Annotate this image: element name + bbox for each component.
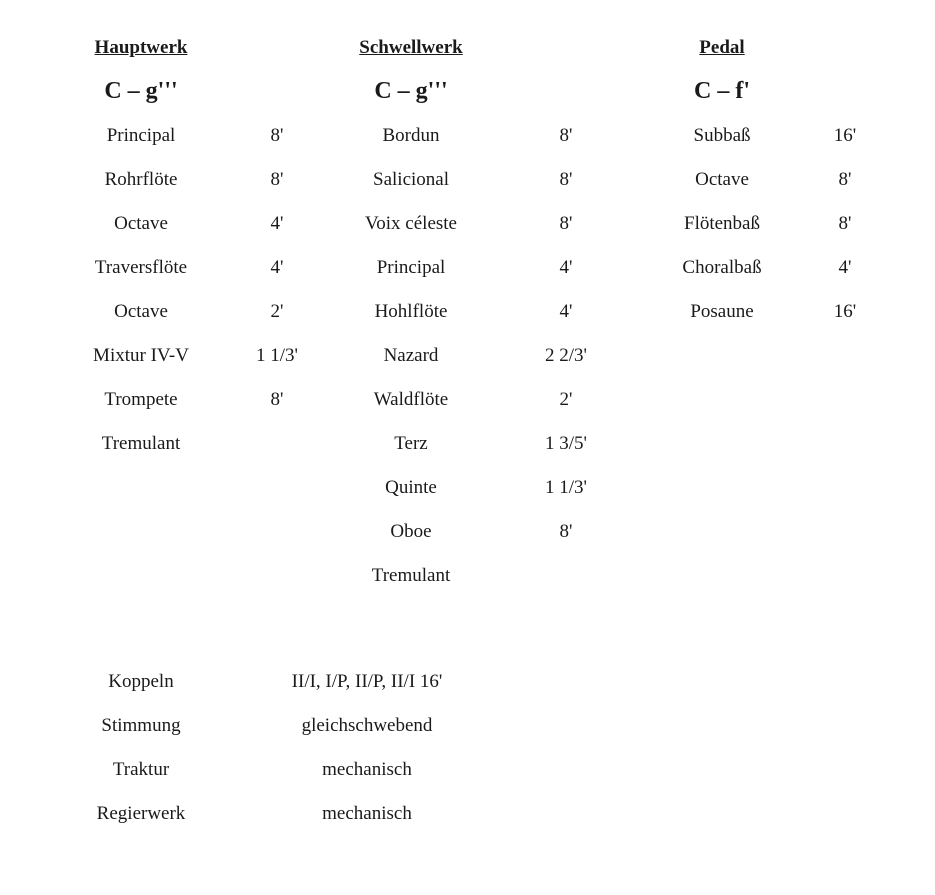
pedal-stop-size: 8' bbox=[838, 213, 852, 234]
hauptwerk-stop-size: 4' bbox=[270, 257, 284, 278]
pedal-stop-size: 16' bbox=[833, 125, 857, 146]
pedal-range: C – f' bbox=[694, 78, 750, 104]
schwellwerk-stop-size: 1 1/3' bbox=[545, 477, 587, 498]
detail-value: mechanisch bbox=[322, 759, 412, 780]
schwellwerk-stop-name: Nazard bbox=[383, 345, 439, 366]
schwellwerk-stop-name: Waldflöte bbox=[373, 389, 449, 410]
hauptwerk-stop-size: 2' bbox=[270, 301, 284, 322]
pedal-stop-name: Flötenbaß bbox=[684, 213, 760, 234]
detail-label: Regierwerk bbox=[96, 803, 186, 824]
hauptwerk-stop-name: Trompete bbox=[104, 389, 178, 410]
pedal-stop-size: 8' bbox=[838, 169, 852, 190]
schwellwerk-stop-name: Oboe bbox=[390, 521, 432, 542]
pedal-stop-name: Octave bbox=[695, 169, 749, 190]
hauptwerk-stop-name: Tremulant bbox=[101, 433, 181, 454]
detail-label: Traktur bbox=[112, 759, 170, 780]
hauptwerk-title: Hauptwerk bbox=[94, 37, 188, 58]
schwellwerk-stop-size: 1 3/5' bbox=[545, 433, 587, 454]
schwellwerk-stop-size: 8' bbox=[559, 213, 573, 234]
schwellwerk-stop-size: 8' bbox=[559, 521, 573, 542]
schwellwerk-stop-name: Voix céleste bbox=[365, 213, 457, 234]
hauptwerk-stop-name: Mixtur IV-V bbox=[93, 345, 189, 366]
schwellwerk-stop-name: Salicional bbox=[373, 169, 449, 190]
schwellwerk-stop-name: Principal bbox=[376, 257, 446, 278]
hauptwerk-range: C – g''' bbox=[104, 78, 178, 104]
schwellwerk-stop-size: 8' bbox=[559, 169, 573, 190]
hauptwerk-stop-name: Traversflöte bbox=[94, 257, 188, 278]
detail-value: mechanisch bbox=[322, 803, 412, 824]
schwellwerk-stop-size: 2' bbox=[559, 389, 573, 410]
schwellwerk-stop-name: Quinte bbox=[385, 477, 437, 498]
hauptwerk-stop-size: 4' bbox=[270, 213, 284, 234]
hauptwerk-stop-size: 8' bbox=[270, 125, 284, 146]
schwellwerk-title: Schwellwerk bbox=[359, 37, 463, 58]
hauptwerk-stop-size: 8' bbox=[270, 389, 284, 410]
detail-value: gleichschwebend bbox=[301, 715, 433, 736]
schwellwerk-range: C – g''' bbox=[374, 78, 448, 104]
schwellwerk-stop-size: 2 2/3' bbox=[545, 345, 587, 366]
pedal-title: Pedal bbox=[699, 37, 745, 58]
hauptwerk-stop-name: Rohrflöte bbox=[104, 169, 178, 190]
detail-label: Koppeln bbox=[108, 671, 174, 692]
schwellwerk-stop-name: Tremulant bbox=[371, 565, 451, 586]
pedal-stop-name: Choralbaß bbox=[682, 257, 762, 278]
schwellwerk-stop-name: Terz bbox=[394, 433, 428, 454]
schwellwerk-stop-size: 4' bbox=[559, 301, 573, 322]
schwellwerk-stop-name: Hohlflöte bbox=[374, 301, 448, 322]
hauptwerk-stop-size: 1 1/3' bbox=[256, 345, 298, 366]
hauptwerk-stop-name: Octave bbox=[114, 301, 168, 322]
hauptwerk-stop-name: Principal bbox=[106, 125, 176, 146]
pedal-stop-size: 16' bbox=[833, 301, 857, 322]
hauptwerk-stop-name: Octave bbox=[114, 213, 168, 234]
detail-value: II/I, I/P, II/P, II/I 16' bbox=[291, 671, 443, 692]
hauptwerk-stop-size: 8' bbox=[270, 169, 284, 190]
schwellwerk-stop-name: Bordun bbox=[382, 125, 440, 146]
pedal-stop-name: Posaune bbox=[690, 301, 754, 322]
pedal-stop-size: 4' bbox=[838, 257, 852, 278]
pedal-stop-name: Subbaß bbox=[693, 125, 751, 146]
schwellwerk-stop-size: 8' bbox=[559, 125, 573, 146]
detail-label: Stimmung bbox=[101, 715, 181, 736]
schwellwerk-stop-size: 4' bbox=[559, 257, 573, 278]
